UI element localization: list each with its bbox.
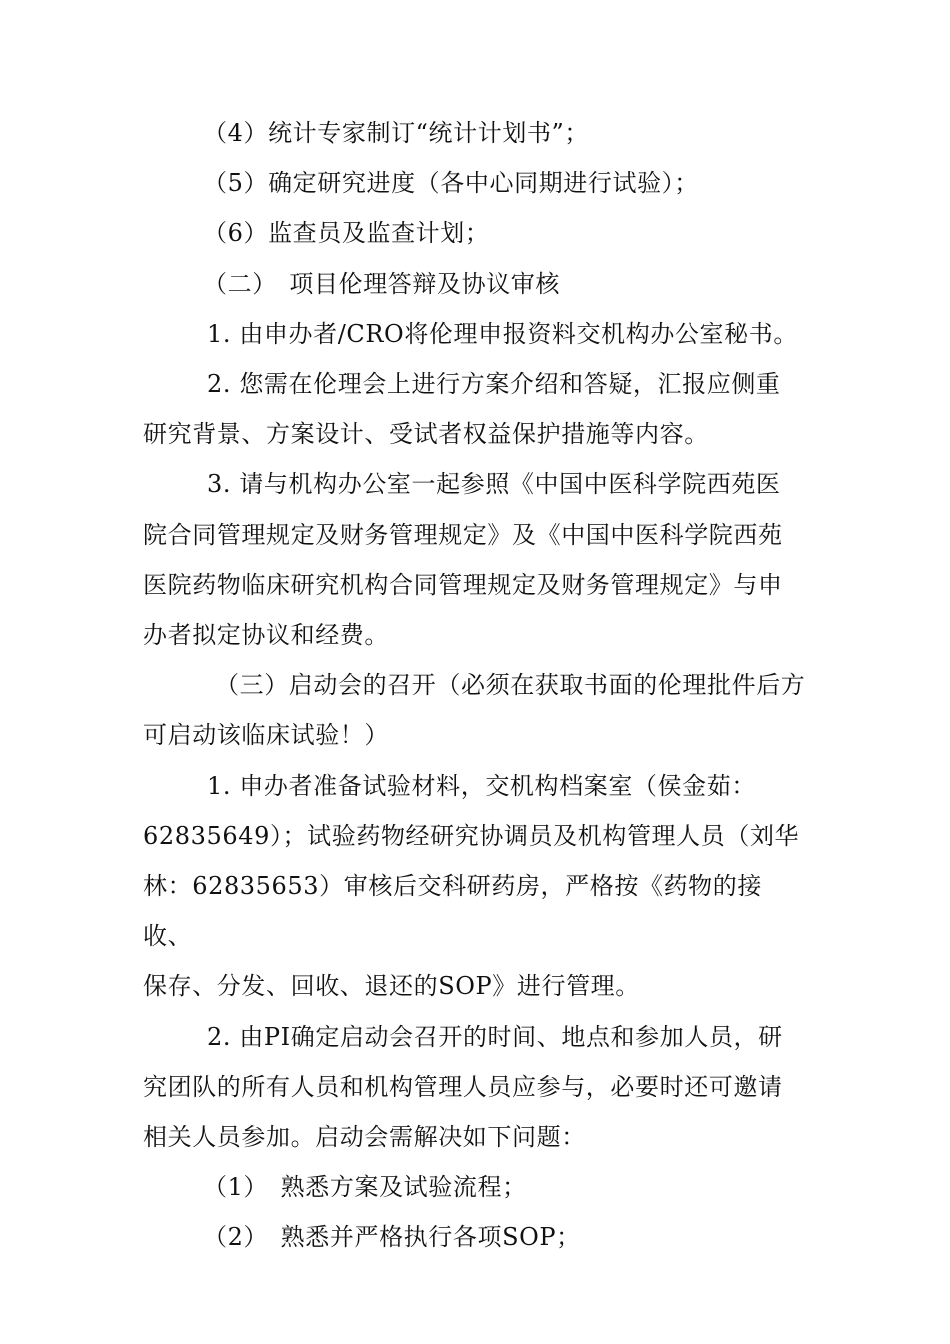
text-line: 1. 申办者准备试验材料，交机构档案室（侯金茹： (207, 771, 756, 800)
text-line: （4）统计专家制订“统计计划书”； (203, 119, 590, 147)
text-line: 医院药物临床研究机构合同管理规定及财务管理规定》与申 (143, 570, 783, 599)
text-line: （2） 熟悉并严格执行各项SOP； (203, 1223, 581, 1252)
paragraph-p5 (143, 309, 809, 359)
paragraph-p12 (143, 1212, 809, 1262)
text-line: 办者拟定协议和经费。 (143, 621, 389, 650)
paragraph-p3 (143, 208, 809, 258)
text-line: 3. 请与机构办公室一起参照《中国中医科学院西苑医 (207, 470, 781, 499)
text-line: （1） 熟悉方案及试验流程； (203, 1173, 527, 1202)
text-line: 2. 您需在伦理会上进行方案介绍和答疑，汇报应侧重 (207, 370, 781, 399)
paragraph-p1 (143, 108, 809, 158)
text-line: 究团队的所有人员和机构管理人员应参与，必要时还可邀请 (143, 1072, 783, 1101)
text-line: 院合同管理规定及财务管理规定》及《中国中医科学院西苑 (143, 520, 783, 549)
text-line: 研究背景、方案设计、受试者权益保护措施等内容。 (143, 420, 709, 449)
text-line: 62835649）；试验药物经研究协调员及机构管理人员（刘华 (143, 821, 800, 850)
text-line: 林：62835653）审核后交科研药房，严格按《药物的接收、 (143, 872, 762, 951)
paragraph-p4 (143, 259, 809, 309)
paragraph-p11 (143, 1162, 809, 1212)
document-body (143, 108, 809, 1263)
text-line: 相关人员参加。启动会需解决如下问题： (143, 1123, 586, 1152)
paragraph-p2 (143, 158, 809, 208)
text-line: 1. 由申办者/CRO将伦理申报资料交机构办公室秘书。 (207, 319, 798, 348)
text-line: 2. 由PI确定启动会召开的时间、地点和参加人员，研 (207, 1022, 783, 1051)
text-line: （二） 项目伦理答辩及协议审核 (203, 269, 560, 298)
paragraph-p8 (143, 660, 809, 760)
paragraph-p6 (143, 359, 809, 459)
text-line: 可启动该临床试验！） (143, 721, 389, 750)
text-line: （5）确定研究进度（各中心同期进行试验）； (203, 169, 699, 198)
paragraph-p7 (143, 459, 809, 660)
paragraph-p10 (143, 1012, 809, 1163)
text-line: （三）启动会的召开（必须在获取书面的伦理批件后方 (215, 671, 806, 700)
paragraph-p9 (143, 761, 809, 1012)
text-line: 保存、分发、回收、退还的SOP》进行管理。 (143, 972, 640, 1001)
text-line: （6）监查员及监查计划； (203, 219, 490, 248)
